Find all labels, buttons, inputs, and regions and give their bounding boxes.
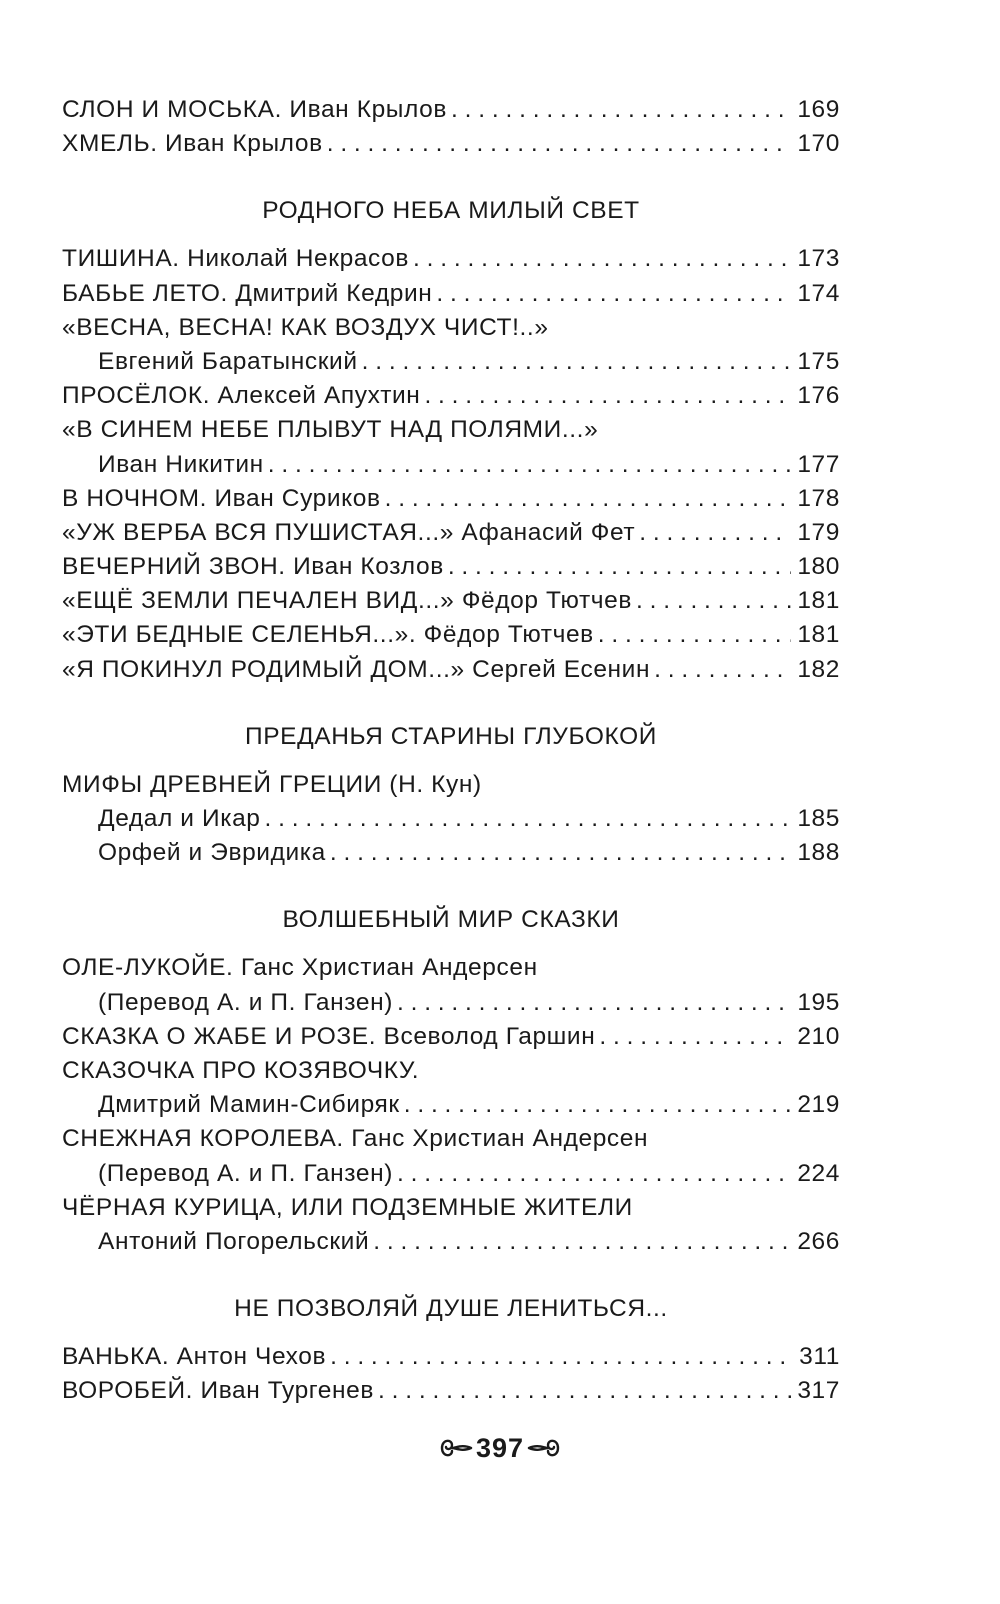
entry-page: 181: [797, 621, 840, 649]
entry-title: «Я ПОКИНУЛ РОДИМЫЙ ДОМ...» Сергей Есенин: [62, 655, 651, 683]
dot-leader: [362, 345, 792, 379]
dot-leader: [598, 618, 792, 652]
toc-entry: [62, 653, 840, 687]
entry-page: 170: [797, 130, 840, 158]
entry-title: БАБЬЕ ЛЕТО. Дмитрий Кедрин: [62, 279, 433, 307]
entry-title: «ЭТИ БЕДНЫЕ СЕЛЕНЬЯ...». Фёдор Тютчев: [62, 621, 594, 649]
toc-entry: [62, 379, 840, 413]
section-heading: ПРЕДАНЬЯ СТАРИНЫ ГЛУБОКОЙ: [245, 722, 657, 750]
section-heading: РОДНОГО НЕБА МИЛЫЙ СВЕТ: [262, 197, 640, 225]
toc-entry: [62, 448, 840, 482]
entry-author: Антоний Погорельский: [98, 1227, 370, 1255]
entry-title: МИФЫ ДРЕВНЕЙ ГРЕЦИИ (Н. Кун): [62, 770, 482, 798]
entry-page: 311: [799, 1343, 840, 1371]
entry-author: Иван Никитин: [98, 450, 264, 478]
page-footer: [0, 1428, 1000, 1468]
toc-entry-title-line: [62, 311, 840, 345]
entry-title: ХМЕЛЬ. Иван Крылов: [62, 130, 323, 158]
entry-translator: (Перевод А. и П. Ганзен): [98, 988, 393, 1016]
entry-title: Орфей и Эвридика: [98, 839, 326, 867]
section-heading: НЕ ПОЗВОЛЯЙ ДУШЕ ЛЕНИТЬСЯ...: [234, 1295, 668, 1323]
entry-page: 219: [797, 1091, 840, 1119]
toc-entry: [62, 550, 840, 584]
toc-entry: [62, 584, 840, 618]
toc-entry-title-line: [62, 768, 840, 802]
table-of-contents: [62, 93, 840, 1408]
dot-leader: [404, 1088, 792, 1122]
dot-leader: [265, 802, 792, 836]
entry-author: Дмитрий Мамин-Сибиряк: [98, 1091, 400, 1119]
entry-page: 182: [797, 655, 840, 683]
entry-page: 179: [797, 518, 840, 546]
entry-title: ПРОСЁЛОК. Алексей Апухтин: [62, 382, 421, 410]
entry-page: 176: [797, 382, 840, 410]
dot-leader: [451, 93, 791, 127]
entry-title: СНЕЖНАЯ КОРОЛЕВА. Ганс Христиан Андерсен: [62, 1125, 649, 1153]
toc-entry: [62, 482, 840, 516]
toc-entry: [62, 1020, 840, 1054]
dot-leader: [268, 448, 792, 482]
dot-leader: [436, 277, 791, 311]
entry-title: «В СИНЕМ НЕБЕ ПЛЫВУТ НАД ПОЛЯМИ...»: [62, 416, 599, 444]
entry-page: 173: [797, 245, 840, 273]
dot-leader: [330, 1340, 793, 1374]
toc-entry: [62, 345, 840, 379]
entry-page: 195: [797, 988, 840, 1016]
dot-leader: [385, 482, 792, 516]
dot-leader: [397, 986, 791, 1020]
toc-entry: [62, 1374, 840, 1408]
toc-entry-title-line: [62, 1191, 840, 1225]
toc-entry: [62, 1088, 840, 1122]
entry-page: 177: [797, 450, 840, 478]
entry-title: СЛОН И МОСЬКА. Иван Крылов: [62, 96, 448, 123]
dot-leader: [639, 516, 791, 550]
entry-translator: (Перевод А. и П. Ганзен): [98, 1159, 393, 1187]
dot-leader: [378, 1374, 791, 1408]
entry-page: 224: [797, 1159, 840, 1187]
dot-leader: [413, 242, 791, 276]
entry-title: Дедал и Икар: [98, 805, 261, 832]
section-heading: ВОЛШЕБНЫЙ МИР СКАЗКИ: [282, 906, 620, 934]
toc-entry: [62, 93, 840, 127]
entry-page: 188: [797, 839, 840, 867]
entry-page: 178: [797, 484, 840, 512]
toc-entry: [62, 277, 840, 311]
entry-title: ВЕЧЕРНИЙ ЗВОН. Иван Козлов: [62, 553, 444, 581]
entry-page: 181: [797, 587, 840, 615]
entry-title: ВОРОБЕЙ. Иван Тургенев: [62, 1377, 374, 1405]
entry-title: В НОЧНОМ. Иван Суриков: [62, 484, 381, 512]
entry-page: 317: [797, 1377, 840, 1405]
entry-page: 169: [797, 96, 840, 123]
flourish-right-icon: [526, 1433, 562, 1463]
entry-page: 180: [797, 553, 840, 581]
toc-entry: [62, 986, 840, 1020]
toc-entry: [62, 516, 840, 550]
toc-entry: [62, 242, 840, 276]
entry-title: ОЛЕ-ЛУКОЙЕ. Ганс Христиан Андерсен: [62, 954, 538, 982]
toc-entry-title-line: [62, 1122, 840, 1156]
entry-title: ТИШИНА. Николай Некрасов: [62, 245, 410, 273]
entry-page: 174: [797, 279, 840, 307]
toc-entry: [62, 836, 840, 870]
dot-leader: [373, 1225, 791, 1259]
dot-leader: [397, 1157, 791, 1191]
toc-entry: [62, 618, 840, 652]
entry-page: 185: [797, 805, 840, 832]
toc-entry: [62, 1340, 840, 1374]
entry-author: Евгений Баратынский: [98, 347, 358, 375]
dot-leader: [327, 127, 792, 161]
dot-leader: [599, 1020, 791, 1054]
toc-entry-title-line: [62, 951, 840, 985]
toc-entry: [62, 802, 840, 836]
dot-leader: [654, 653, 791, 687]
toc-entry-title-line: [62, 1054, 840, 1088]
dot-leader: [424, 379, 791, 413]
toc-entry: [62, 127, 840, 161]
entry-title: «ВЕСНА, ВЕСНА! КАК ВОЗДУХ ЧИСТ!..»: [62, 313, 549, 341]
toc-entry: [62, 1157, 840, 1191]
entry-title: «ЕЩЁ ЗЕМЛИ ПЕЧАЛЕН ВИД...» Фёдор Тютчев: [62, 587, 632, 615]
dot-leader: [330, 836, 791, 870]
toc-entry-title-line: [62, 413, 840, 447]
entry-title: ЧЁРНАЯ КУРИЦА, ИЛИ ПОДЗЕМНЫЕ ЖИТЕЛИ: [62, 1193, 633, 1221]
dot-leader: [448, 550, 792, 584]
flourish-left-icon: [438, 1433, 474, 1463]
entry-title: ВАНЬКА. Антон Чехов: [62, 1343, 327, 1371]
dot-leader: [636, 584, 791, 618]
page-number: 397: [475, 1432, 525, 1463]
entry-title: СКАЗОЧКА ПРО КОЗЯВОЧКУ.: [62, 1056, 420, 1084]
entry-title: СКАЗКА О ЖАБЕ И РОЗЕ. Всеволод Гаршин: [62, 1022, 596, 1050]
entry-page: 175: [797, 347, 840, 375]
entry-page: 210: [797, 1022, 840, 1050]
entry-page: 266: [797, 1227, 840, 1255]
toc-entry: [62, 1225, 840, 1259]
entry-title: «УЖ ВЕРБА ВСЯ ПУШИСТАЯ...» Афанасий Фет: [62, 518, 636, 546]
